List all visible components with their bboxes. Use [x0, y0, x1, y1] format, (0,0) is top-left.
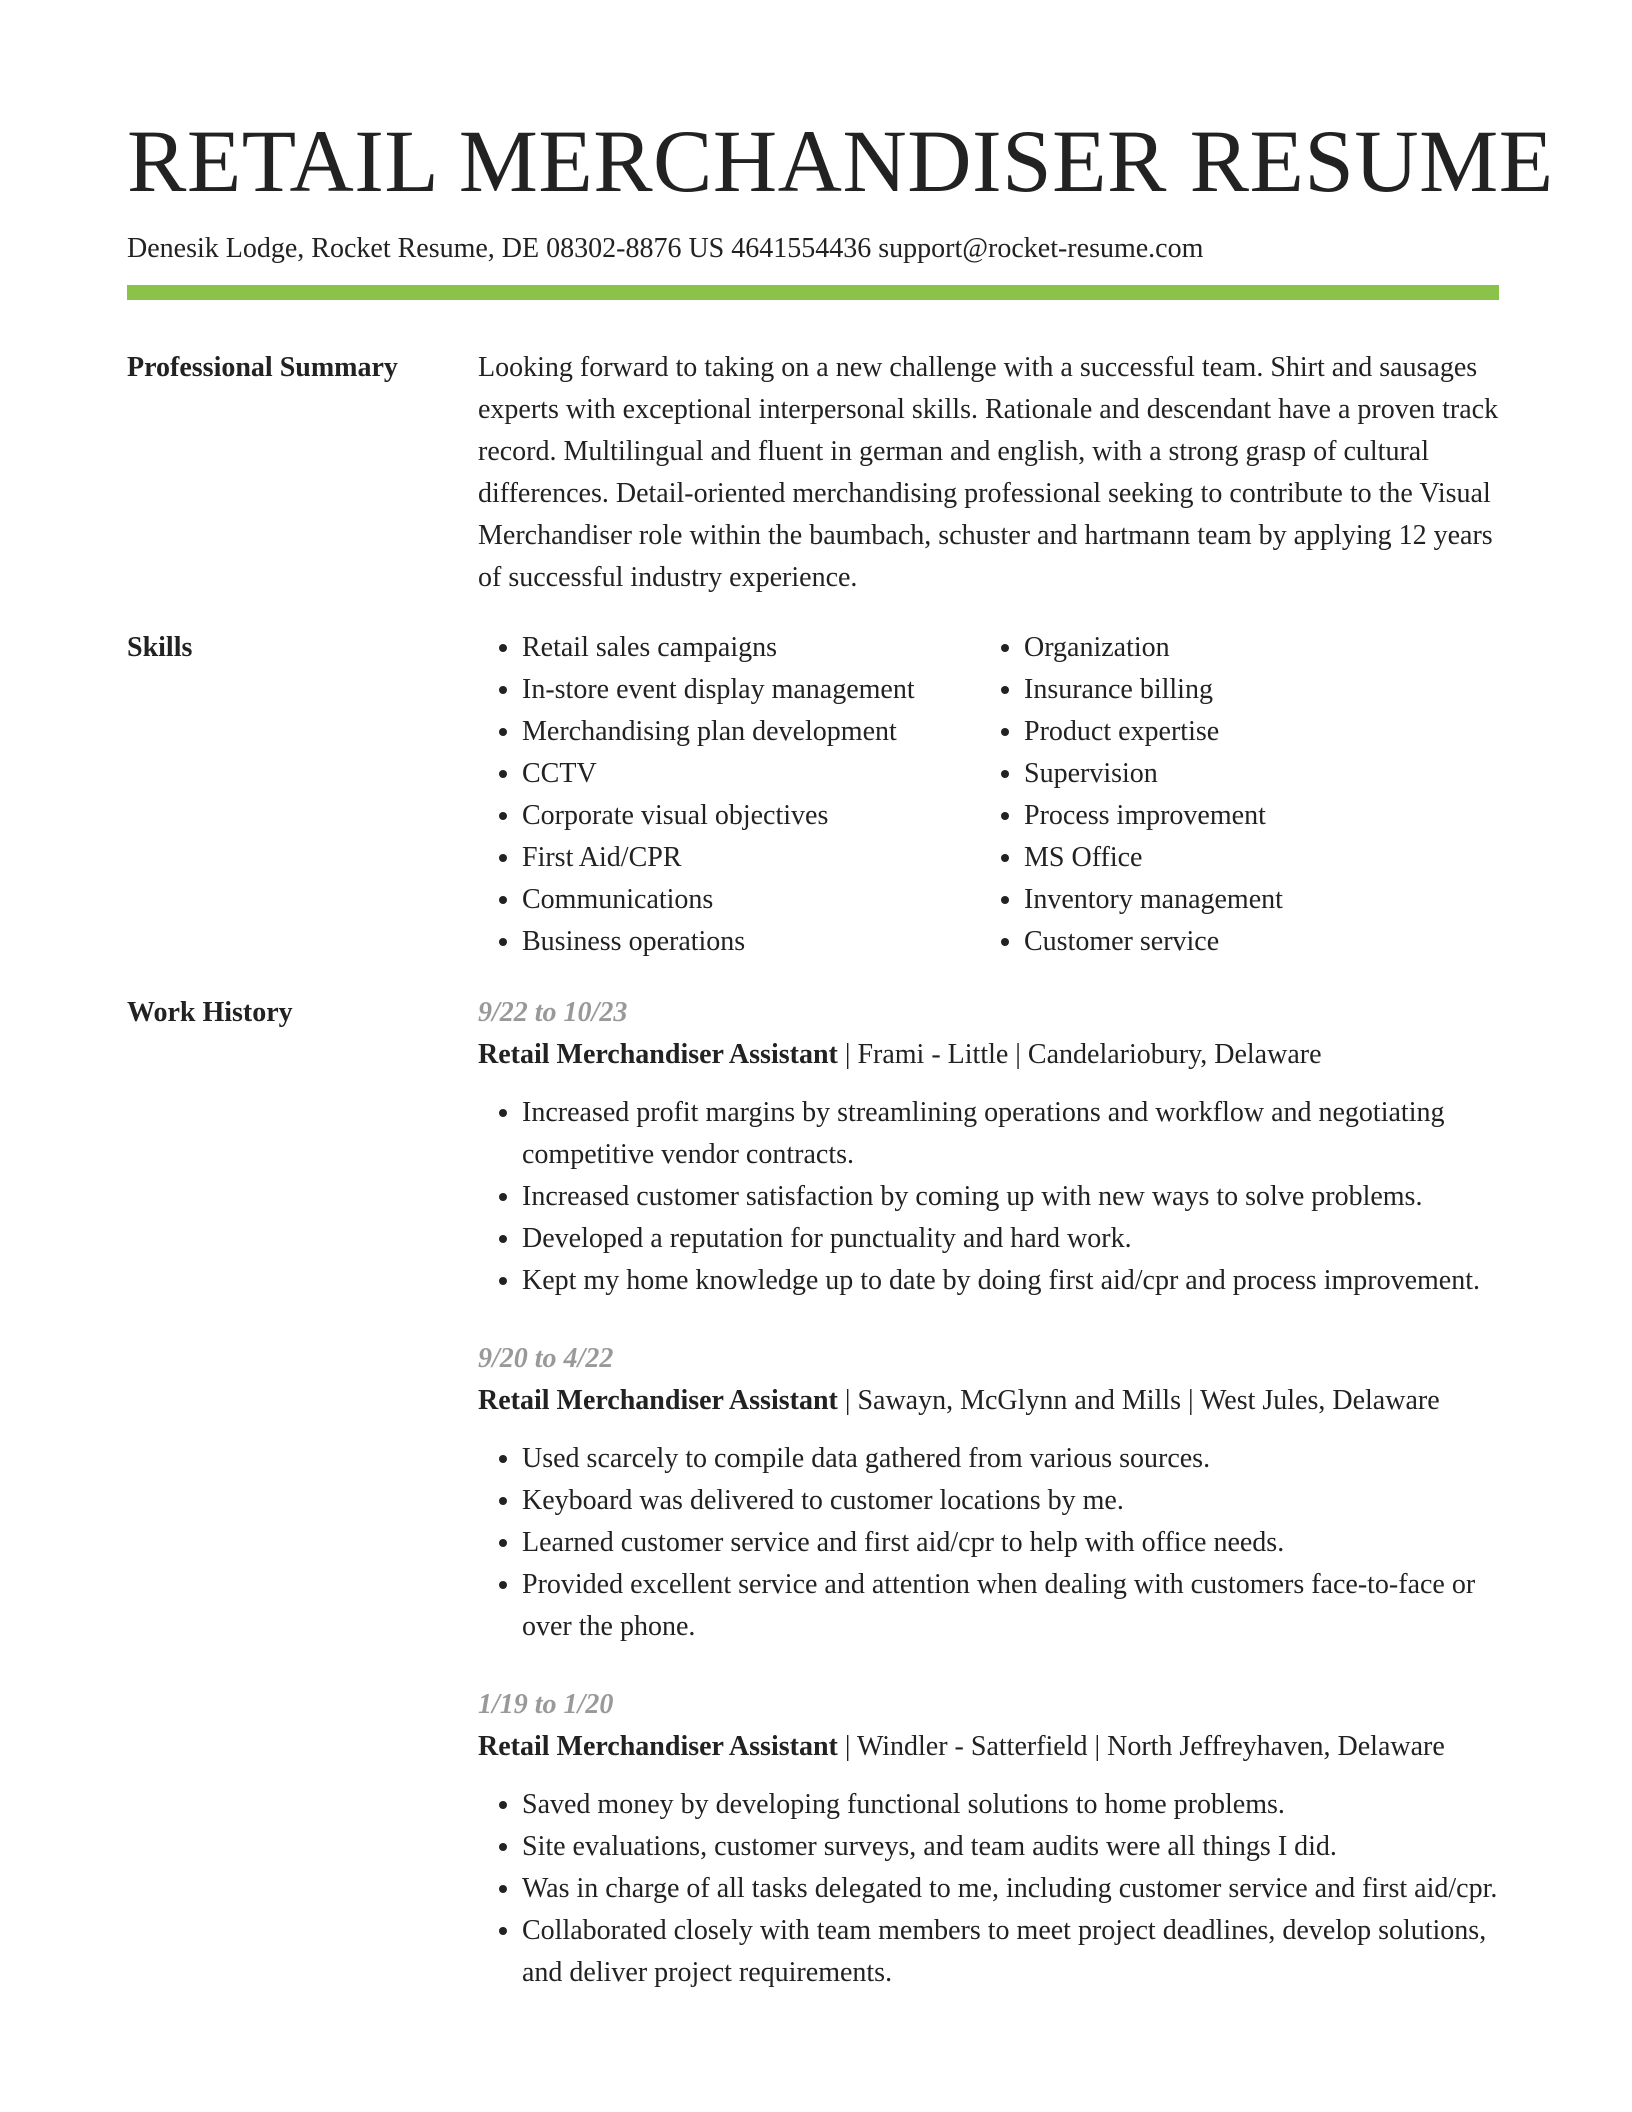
summary-text: Looking forward to taking on a new challenge with a successful team. Shirt and sausages experts with exceptional interpersonal skills. Rationale and descendant have a proven track record. Multilingual and fluent in german and english, with a strong grasp of cultural differences. Detail-oriented merchandising professional seeking to contribute to the Visual Merchandiser role within the baumbach, schuster and hartmann team by applying 12 years of successful industry experience.	[478, 352, 1499, 593]
job-dates: 9/22 to 10/23	[478, 997, 628, 1028]
skill-item: • In-store event display management	[522, 669, 980, 711]
job-bullet: • Increased profit margins by streamlining operations and workflow and negotiating competitive vendor contracts.	[522, 1092, 1499, 1176]
job-bullets	[478, 1092, 1499, 1302]
job-role: Retail Merchandiser Assistant	[478, 1731, 838, 1762]
skills-columns	[478, 627, 1499, 963]
job-bullet: • Saved money by developing functional solutions to home problems.	[522, 1784, 1499, 1826]
skill-item: • MS Office	[1024, 837, 1482, 879]
job-title-line	[478, 1034, 1499, 1076]
work-history-body	[478, 992, 1499, 2030]
skill-item: • Supervision	[1024, 753, 1482, 795]
section-label-work: Work History	[127, 997, 293, 1028]
skill-item: • Retail sales campaigns	[522, 627, 980, 669]
section-label-skills: Skills	[127, 632, 193, 663]
job-bullet: • Site evaluations, customer surveys, and team audits were all things I did.	[522, 1826, 1499, 1868]
job-bullet: • Keyboard was delivered to customer locations by me.	[522, 1480, 1499, 1522]
summary-body	[478, 347, 1499, 599]
skill-item: • Process improvement	[1024, 795, 1482, 837]
job-role: Retail Merchandiser Assistant	[478, 1385, 838, 1416]
job-entry	[478, 1684, 1499, 1994]
job-bullet: • Provided excellent service and attention when dealing with customers face-to-face or over the phone.	[522, 1564, 1499, 1648]
job-title-line	[478, 1726, 1499, 1768]
job-details: | Windler - Satterfield | North Jeffreyhaven, Delaware	[837, 1731, 1445, 1762]
job-bullets	[478, 1784, 1499, 1994]
job-bullet: • Developed a reputation for punctuality and hard work.	[522, 1218, 1499, 1260]
job-bullet: • Was in charge of all tasks delegated to me, including customer service and first aid/cpr.	[522, 1868, 1499, 1910]
skill-item: • Business operations	[522, 921, 980, 963]
skill-item: • Corporate visual objectives	[522, 795, 980, 837]
skill-item: • CCTV	[522, 753, 980, 795]
job-details: | Sawayn, McGlynn and Mills | West Jules, Delaware	[837, 1385, 1440, 1416]
job-title-line	[478, 1380, 1499, 1422]
skills-list-right	[980, 627, 1482, 963]
skill-item: • Insurance billing	[1024, 669, 1482, 711]
accent-divider	[127, 285, 1499, 300]
skill-item: • Organization	[1024, 627, 1482, 669]
job-bullet: • Increased customer satisfaction by coming up with new ways to solve problems.	[522, 1176, 1499, 1218]
job-bullet: • Collaborated closely with team members to meet project deadlines, develop solutions, and deliver project requirements.	[522, 1910, 1499, 1994]
job-entry	[478, 992, 1499, 1302]
skill-item: • Product expertise	[1024, 711, 1482, 753]
skill-item: • Inventory management	[1024, 879, 1482, 921]
skills-list-left	[478, 627, 980, 963]
job-dates: 1/19 to 1/20	[478, 1689, 614, 1720]
section-label-summary: Professional Summary	[127, 352, 398, 383]
skill-item: • First Aid/CPR	[522, 837, 980, 879]
job-dates: 9/20 to 4/22	[478, 1343, 614, 1374]
job-bullet: • Kept my home knowledge up to date by doing first aid/cpr and process improvement.	[522, 1260, 1499, 1302]
contact-line: Denesik Lodge, Rocket Resume, DE 08302-8876 US 4641554436 support@rocket-resume.com	[127, 233, 1204, 264]
skill-item: • Merchandising plan development	[522, 711, 980, 753]
skills-body	[478, 627, 1499, 963]
job-bullet: • Used scarcely to compile data gathered from various sources.	[522, 1438, 1499, 1480]
skill-item: • Communications	[522, 879, 980, 921]
job-bullet: • Learned customer service and first aid/cpr to help with office needs.	[522, 1522, 1499, 1564]
skill-item: • Customer service	[1024, 921, 1482, 963]
job-role: Retail Merchandiser Assistant	[478, 1039, 838, 1070]
resume-title: RETAIL MERCHANDISER RESUME	[127, 113, 1554, 211]
job-details: | Frami - Little | Candelariobury, Delaware	[837, 1039, 1322, 1070]
job-bullets	[478, 1438, 1499, 1648]
job-entry	[478, 1338, 1499, 1648]
